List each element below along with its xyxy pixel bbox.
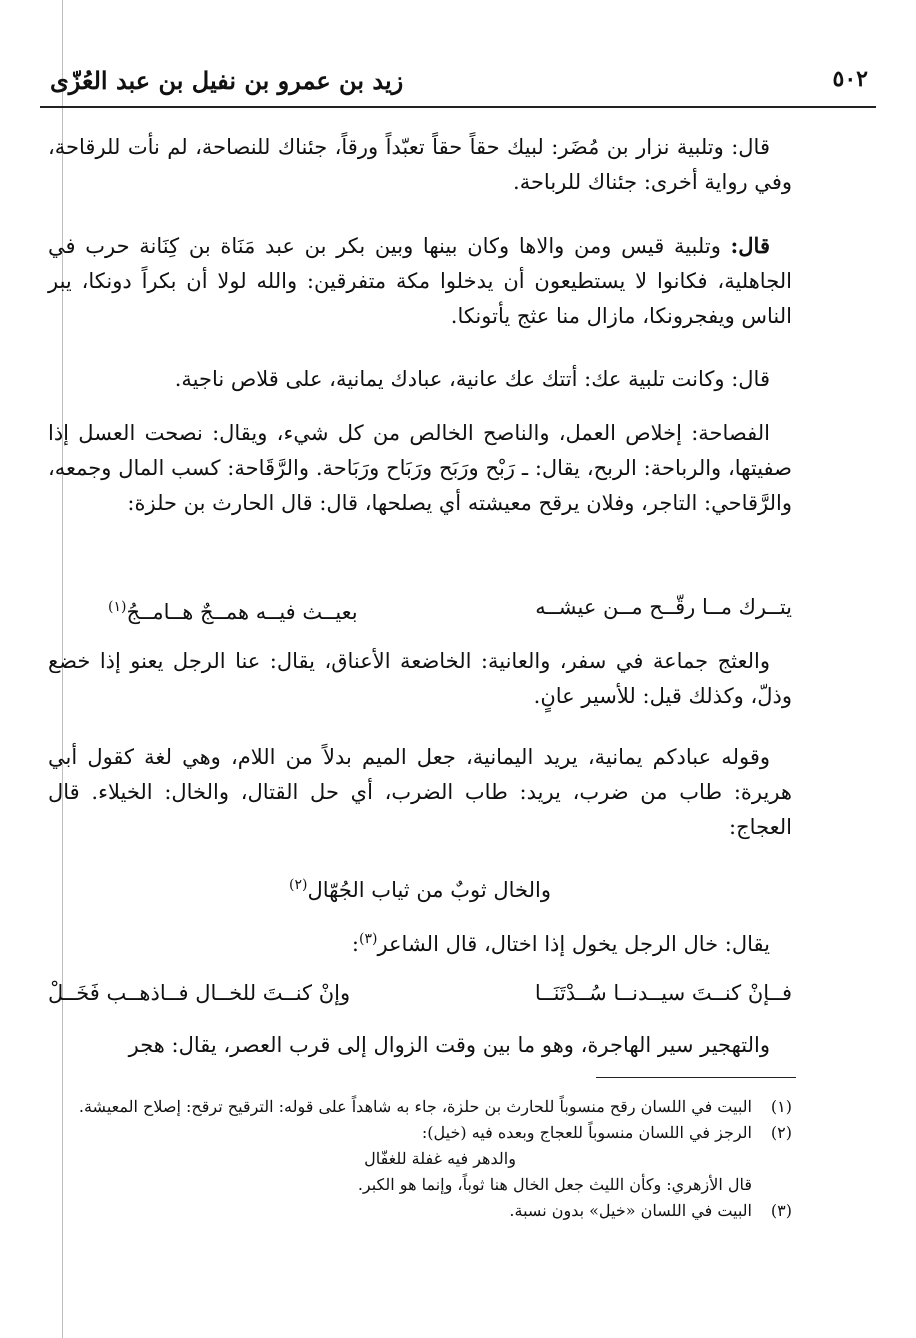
paragraph-4: الفصاحة: إخلاص العمل، والناصح الخالص من كل شيء، ويقال: نصحت العسل إذا صفيتها، والرباحة: الربح، يقال: ـ رَبْح ورَبَح ورَبَاح ورَبَاحة. والرَّقَاحة: كسب المال وجمعه، والرَّقاحي: التاجر، وفلان يرقح معيشته أي يصلحها، قال: قال الحارث بن حلزة:	[48, 421, 792, 515]
footnotes	[48, 1094, 792, 1224]
paragraph-2	[48, 228, 792, 334]
paragraph-3: قال: وكانت تلبية عك: أتتك عك عانية، عبادك يمانية، على قلاص ناجية.	[174, 367, 770, 391]
paragraph-7-end: :	[351, 932, 359, 956]
footnote-2-verse: والدهر فيه غفلة للغفّال	[364, 1149, 516, 1168]
footnote-mark-2: (٢)	[289, 877, 308, 893]
footnote-3	[48, 1198, 792, 1224]
footnote-3-text: البيت في اللسان «خيل» بدون نسبة.	[509, 1201, 752, 1220]
footnote-mark-1: (١)	[108, 599, 127, 615]
paragraph-1: قال: وتلبية نزار بن مُضَر: لبيك حقاً حقاً تعبّداً ورقاً، جئناك للنصاحة، لم نأت للرقاحة، وفي رواية أخرى: جئناك للرباحة.	[48, 135, 792, 194]
verse-3-first-hemistich: فــإنْ كنــتَ سيــدنــا سُــدْتَنَــا	[534, 981, 792, 1005]
footnote-rule	[596, 1077, 796, 1078]
verse-3	[48, 976, 792, 1011]
paragraph-7-text: يقال: خال الرجل يخول إذا اختال، قال الشاعر	[377, 932, 770, 956]
footnote-2-number: (٢)	[770, 1123, 792, 1142]
verse-1-first-hemistich: يتــرك مــا رقّــح مــن عيشــه	[535, 595, 792, 619]
paragraph-7	[48, 922, 792, 962]
footnote-mark-3: (٣)	[358, 931, 378, 947]
page-number: ٥٠٢	[832, 66, 868, 92]
verse-2-text: والخال ثوبٌ من ثياب الجُهّال	[307, 878, 551, 902]
paragraph-5: والعثج جماعة في سفر، والعانية: الخاضعة الأعناق، يقال: عنا الرجل يعنو إذا خضع وذلّ، وكذلك قيل: للأسير عانٍ.	[48, 649, 792, 708]
running-header	[40, 64, 876, 104]
verse-2	[48, 868, 792, 908]
footnote-2-text: الرجز في اللسان منسوباً للعجاج وبعده فيه (خيل):	[421, 1123, 752, 1142]
footnote-3-number: (٣)	[770, 1201, 792, 1220]
paragraph-2-lead: قال:	[730, 233, 770, 258]
footnote-1-number: (١)	[770, 1097, 792, 1116]
paragraph-2-text: وتلبية قيس ومن والاها وكان بينها وبين بكر بن عبد مَنَاة بن كِنَانة حرب في الجاهلية، فكانوا لا يستطيعون أن يدخلوا مكة متفرقين: والله لولا أن بكراً دونكا، يبر الناس ويفجرونكا، مازال منا عثج يأتونكا.	[48, 234, 792, 328]
footnote-1	[48, 1094, 792, 1120]
verse-3-second-hemistich: وإنْ كنــتَ للخــال فــاذهــب فَخَــلْ	[48, 981, 351, 1005]
verse-1-second-text: بعيــث فيــه همــجٌ هــامــجُ	[126, 600, 358, 624]
footnote-2	[48, 1120, 792, 1198]
footnote-1-text: البيت في اللسان رقح منسوباً للحارث بن حلزة، جاء به شاهداً على قوله: الترقيح ترقح: إصلاح المعيشة.	[78, 1097, 752, 1116]
header-rule	[40, 106, 876, 108]
paragraph-8: والتهجير سير الهاجرة، وهو ما بين وقت الزوال إلى قرب العصر، يقال: هجر	[128, 1033, 770, 1057]
running-title: زيد بن عمرو بن نفيل بن عبد العُزّى	[50, 66, 404, 95]
verse-1-second-hemistich	[108, 590, 358, 630]
footnote-2-note: قال الأزهري: وكأن الليث جعل الخال هنا ثوباً، وإنما هو الكبر.	[357, 1175, 752, 1194]
paragraph-6: وقوله عبادكم يمانية، يريد اليمانية، جعل الميم بدلاً من اللام، وهي لغة كقول أبي هريرة: طاب من ضرب، يريد: طاب الضرب، أي حل القتال، والخال: الخيلاء. قال العجاج:	[48, 745, 792, 839]
verse-1	[48, 590, 792, 625]
